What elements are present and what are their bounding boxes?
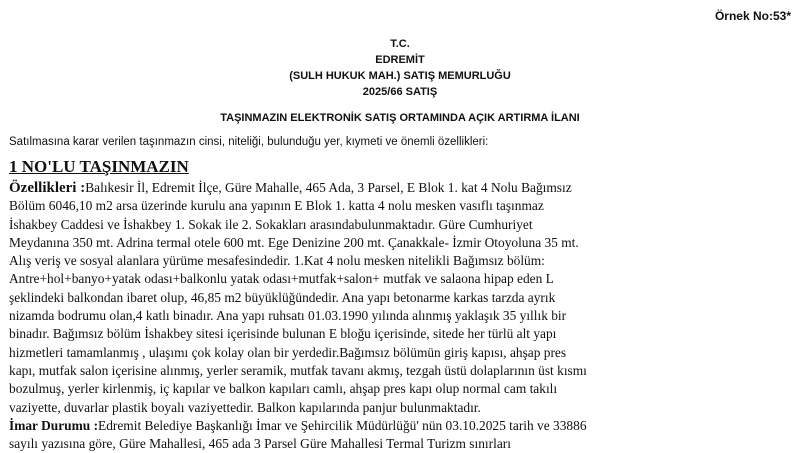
zoning-text: Edremit Belediye Başkanlığı İmar ve Şehircilik Müdürlüğü' nün 03.10.2025 tarih ve 33886 sayılı yazısına göre, Güre Mahallesi, 465 ada 3 Parsel Güre Mahallesi Termal Turizm sınırları (9, 417, 587, 452)
announcement-title: TAŞINMAZIN ELEKTRONİK SATIŞ ORTAMINDA AÇIK ARTIRMA İLANI (220, 112, 580, 124)
header-line-edremit: EDREMİT (375, 54, 425, 66)
features-label: Özellikleri : (9, 180, 86, 196)
header-line-tc: T.C. (390, 38, 410, 50)
section-title: 1 NO'LU TAŞINMAZIN (9, 157, 189, 176)
intro-text: Satılmasına karar verilen taşınmazın cinsi, niteliği, bulunduğu yer, kıymeti ve önemli özellikleri: (9, 136, 489, 148)
header-line-case-number: 2025/66 SATIŞ (362, 86, 438, 98)
document-header (0, 36, 800, 100)
features-paragraph (9, 179, 594, 417)
zoning-paragraph (9, 417, 594, 453)
zoning-label: İmar Durumu : (9, 417, 99, 433)
example-number: Örnek No:53* (714, 9, 791, 23)
header-line-office: (SULH HUKUK MAH.) SATIŞ MEMURLUĞU (289, 70, 511, 82)
property-description (9, 179, 594, 453)
features-text: Balıkesir İl, Edremit İlçe, Güre Mahalle, 465 Ada, 3 Parsel, E Blok 1. kat 4 Nolu Bağımsız Bölüm 6046,10 m2 arsa üzerinde kurulu ana yapının E Blok 1. katta 4 nolu mesken vasıflı taşınmaz İshakbey Caddesi ve İshakbey 1. Sokak ile 2. Sokakları arasındabulunmaktadır. Güre Cumhuriyet Meydanına 350 mt. Adrina termal otele 600 mt. Ege Denizine 200 mt. Çanakkale- İzmir Otoyoluna 35 mt. Alış veriş ve sosyal alanlara yürüme mesafesindedir. 1.Kat 4 nolu mesken nitelikli Bağımsız bölüm: Antre+hol+banyo+yatak odası+balkonlu yatak odası+mutfak+salon+ mutfak ve salaona hipap eden L şeklindeki balkondan ibaret olup, 46,85 m2 büyüklüğündedir. Ana yapı betonarme karkas tarzda ayrık nizamda bodrumu olan,4 katlı binadır. Ana yapı ruhsatı 01.03.1990 yılında alınmış yaklaşık 35 yıllık bir binadır. Bağımsız bölüm İshakbey sitesi içerisinde bulunan E bloğu içerisinde, sitede her türlü alt yapı hizmetleri tamamlanmış , ulaşımı çok kolay olan bir yerdedir.Bağımsız bölümün giriş kapısı, ahşap pres kapı, mutfak salon içerisine alınmış, yerler seramik, mutfak tavanı akmış, tezgah üstü dolaplarının üst kısmı bozulmuş, yerler kirlenmiş, iç kapılar ve balkon kapıları camlı, ahşap pres kapı olup normal cam takılı vaziyette, duvarlar plastik boyalı vaziyettedir. Balkon kapılarında panjur bulunmaktadır. (9, 180, 587, 415)
